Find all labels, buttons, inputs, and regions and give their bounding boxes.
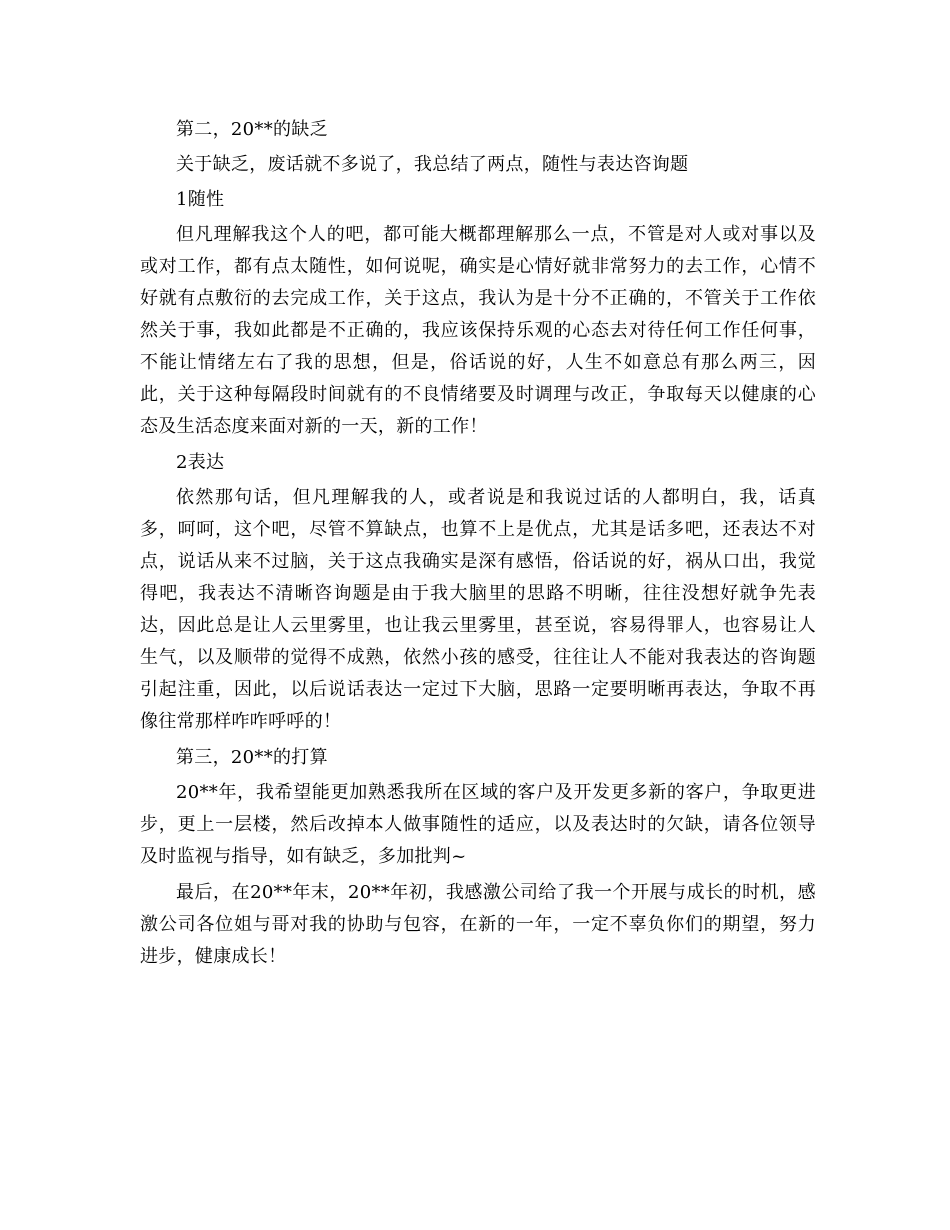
intro-paragraph: 关于缺乏，废话就不多说了，我总结了两点，随性与表达咨询题 bbox=[176, 154, 689, 175]
casualness-paragraph: 但凡理解我这个人的吧，都可能大概都理解那么一点，不管是对人或对事以及或对工作，都有点太随性，如何说呢，确实是心情好就非常努力的去工作，心情不好就有点敷衍的去完成工作，关于这点，我认为是十分不正确的，不管关于工作依然关于事，我如此都是不正确的，我应该保持乐观的心态去对待任何工作任何事，不能让情绪左右了我的思想，但是，俗话说的好，人生不如意总有那么两三，因此，关于这种每隔段时间就有的不良情绪要及时调理与改正，争取每天以健康的心态及生活态度来面对新的一天，新的工作！ bbox=[140, 224, 816, 437]
section-heading-shortcomings: 第二，20**的缺乏 bbox=[176, 119, 328, 140]
document-page bbox=[140, 114, 816, 973]
section-heading-plans: 第三，20**的打算 bbox=[176, 747, 328, 768]
expression-paragraph: 依然那句话，但凡理解我的人，或者说是和我说过话的人都明白，我，话真多，呵呵，这个吧，尽管不算缺点，也算不上是优点，尤其是话多吧，还表达不对点，说话从来不过脑，关于这点我确实是深有感悟，俗话说的好，祸从口出，我觉得吧，我表达不清晰咨询题是由于我大脑里的思路不明晰，往往没想好就争先表达，因此总是让人云里雾里，也让我云里雾里，甚至说，容易得罪人，也容易让人生气，以及顺带的觉得不成熟，依然小孩的感受，往往让人不能对我表达的咨询题引起注重，因此，以后说话表达一定过下大脑，思路一定要明晰再表达，争取不再像往常那样咋咋呼呼的！ bbox=[140, 487, 816, 732]
subheading-expression: 2表达 bbox=[176, 452, 225, 473]
subheading-casualness: 1随性 bbox=[176, 189, 225, 210]
closing-paragraph: 最后，在20**年末，20**年初，我感激公司给了我一个开展与成长的时机，感激公司各位姐与哥对我的协助与包容，在新的一年，一定不辜负你们的期望，努力进步，健康成长！ bbox=[140, 882, 816, 967]
plans-paragraph: 20**年，我希望能更加熟悉我所在区域的客户及开发更多新的客户，争取更进步，更上一层楼，然后改掉本人做事随性的适应，以及表达时的欠缺，请各位领导及时监视与指导，如有缺乏，多加批判~ bbox=[140, 782, 816, 867]
